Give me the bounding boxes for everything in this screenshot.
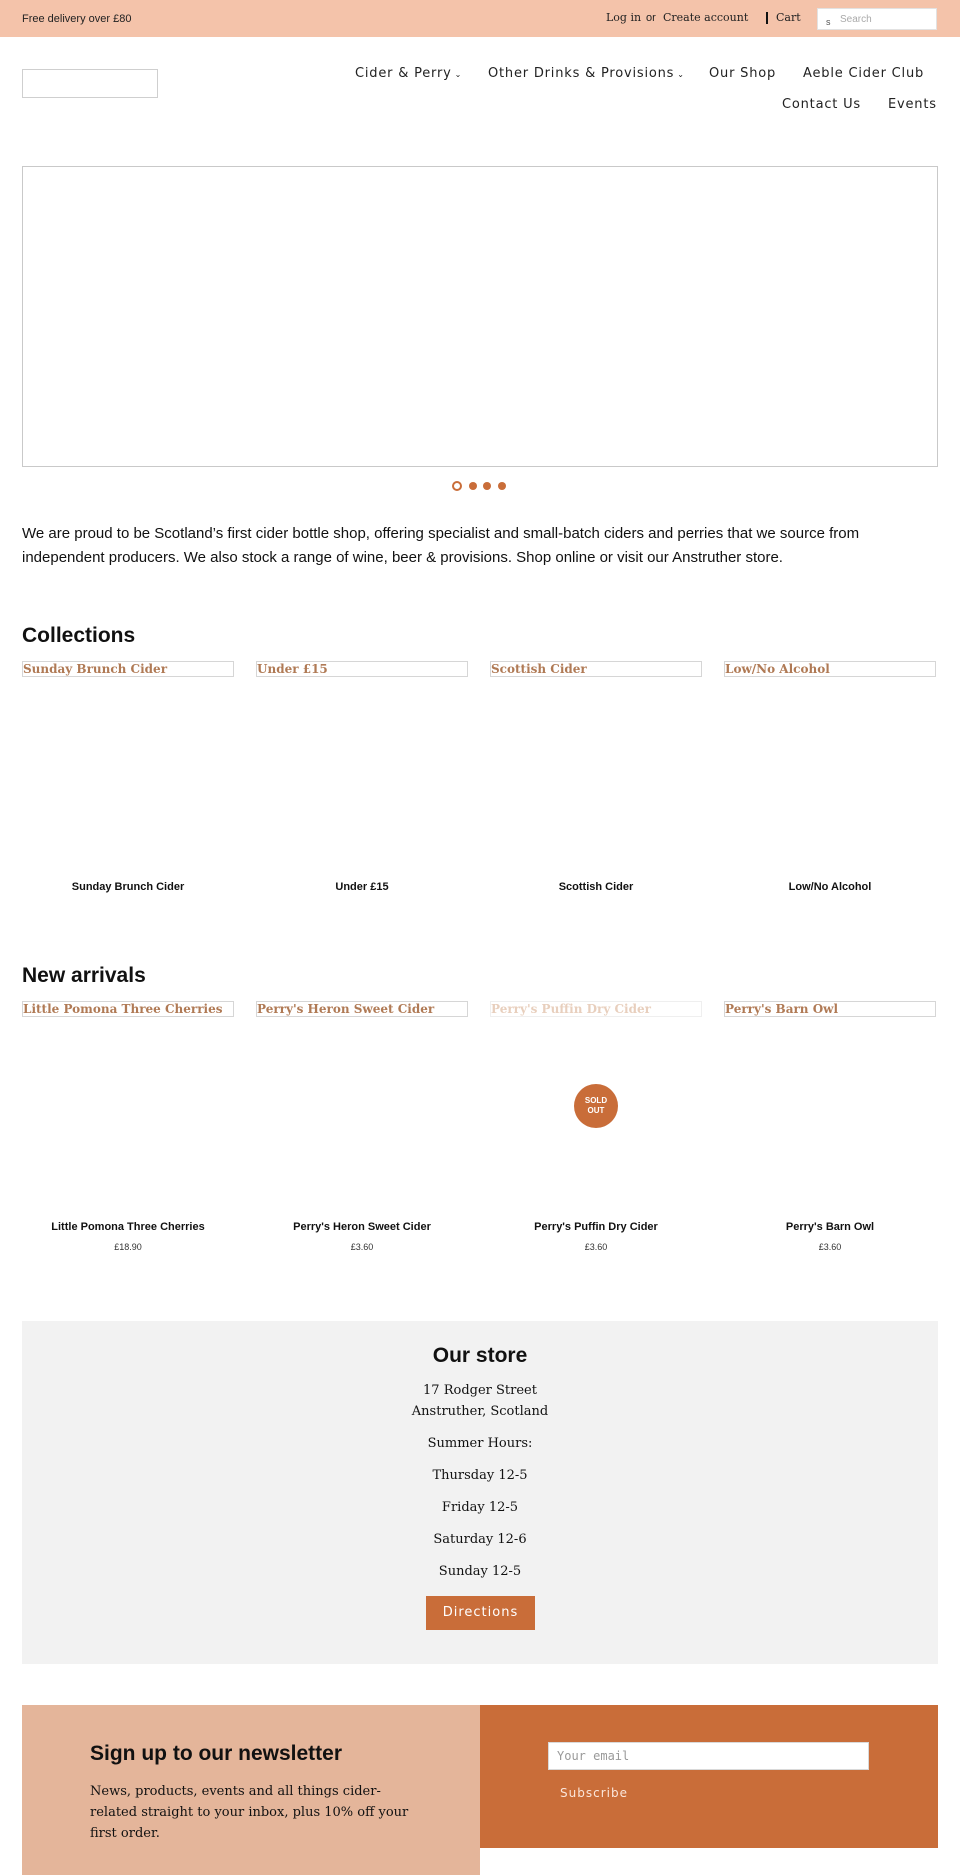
store-hours-line: Thursday 12-5 [432,1468,528,1483]
search-icon[interactable]: s [826,17,831,27]
image-alt-text: Perry's Heron Sweet Cider [257,1002,435,1016]
collections-heading: Collections [22,624,136,647]
product-title[interactable]: Little Pomona Three Cherries [51,1221,205,1233]
nav-cider-perry[interactable] [355,66,462,81]
site-logo[interactable] [22,69,158,98]
collection-title[interactable]: Under £15 [335,881,389,893]
product-price: £3.60 [584,1242,608,1252]
newsletter-intro-panel [22,1705,480,1875]
newsletter-email-input[interactable] [548,1742,869,1770]
hero-slideshow[interactable] [22,166,938,467]
newsletter-form-panel [480,1705,938,1848]
product-title[interactable]: Perry's Barn Owl [785,1221,875,1233]
sold-out-text: OUT [587,1106,605,1115]
product-image[interactable] [490,1001,702,1017]
nav-other-drinks[interactable] [488,66,685,81]
nav-item-label: Other Drinks & Provisions [488,66,675,81]
slide-dot-2[interactable] [469,482,477,490]
cart-icon[interactable] [766,12,768,24]
create-account-link[interactable]: Create account [663,11,749,24]
product-title[interactable]: Perry's Puffin Dry Cider [534,1221,658,1233]
collection-image[interactable] [256,661,468,677]
collection-title[interactable]: Scottish Cider [558,881,634,893]
store-hours-line: Saturday 12-6 [433,1532,527,1547]
or-text: or [646,12,656,24]
nav-events[interactable]: Events [888,97,937,112]
product-price: £3.60 [350,1242,374,1252]
product-price: £18.90 [114,1242,142,1252]
store-hours-label: Summer Hours: [427,1436,533,1451]
product-image[interactable] [256,1001,468,1017]
free-delivery-text: Free delivery over £80 [22,13,132,25]
image-alt-text: Scottish Cider [491,662,587,676]
collection-image[interactable] [490,661,702,677]
chevron-down-icon: ⌄ [677,70,685,79]
image-alt-text: Low/No Alcohol [725,662,830,676]
product-title[interactable]: Perry's Heron Sweet Cider [293,1221,431,1233]
nav-aeble-cider-club[interactable]: Aeble Cider Club [803,66,925,81]
new-arrivals-heading: New arrivals [22,964,146,987]
search-input[interactable] [840,11,932,27]
our-store-section [22,1321,938,1664]
directions-button[interactable]: Directions [426,1596,535,1630]
nav-item-label: Cider & Perry [355,66,452,81]
sold-out-badge [574,1084,618,1128]
collection-image[interactable] [724,661,936,677]
announcement-bar [0,0,960,37]
store-hours-line: Sunday 12-5 [438,1564,522,1579]
collection-title[interactable]: Low/No Alcohol [788,881,872,893]
image-alt-text: Under £15 [257,662,328,676]
slide-dot-4[interactable] [498,482,506,490]
product-image[interactable] [22,1001,234,1017]
subscribe-button[interactable]: Subscribe [560,1786,628,1800]
chevron-down-icon: ⌄ [454,70,463,79]
intro-text: We are proud to be Scotland’s first cider bottle shop, offering specialist and small-batch ciders and perries that we source from independent producers. We also stock a range of wine, beer & provisions. Shop online or visit our Anstruther store. [22,525,860,566]
store-heading: Our store [432,1344,528,1367]
image-alt-text: Little Pomona Three Cherries [23,1002,223,1016]
newsletter-description: News, products, events and all things cider-related straight to your inbox, plus 10% off your first order. [90,1784,409,1841]
store-address-line: Anstruther, Scotland [411,1404,549,1419]
product-price: £3.60 [818,1242,842,1252]
collection-title[interactable]: Sunday Brunch Cider [71,881,185,893]
sold-out-text: SOLD [584,1096,608,1105]
nav-our-shop[interactable]: Our Shop [709,66,777,81]
login-link[interactable]: Log in [606,11,642,24]
nav-contact-us[interactable]: Contact Us [782,97,861,112]
image-alt-text: Sunday Brunch Cider [23,662,168,676]
image-alt-text: Perry's Barn Owl [725,1002,839,1016]
slide-dot-3[interactable] [483,482,491,490]
store-hours-line: Friday 12-5 [441,1500,519,1515]
image-alt-text: Perry's Puffin Dry Cider [491,1002,651,1016]
newsletter-heading: Sign up to our newsletter [90,1742,343,1765]
collection-image[interactable] [22,661,234,677]
slide-dot-1[interactable] [452,481,462,491]
store-address-line: 17 Rodger Street [423,1383,537,1398]
product-image[interactable] [724,1001,936,1017]
search-form[interactable] [817,8,937,30]
cart-link[interactable]: Cart [776,11,801,24]
